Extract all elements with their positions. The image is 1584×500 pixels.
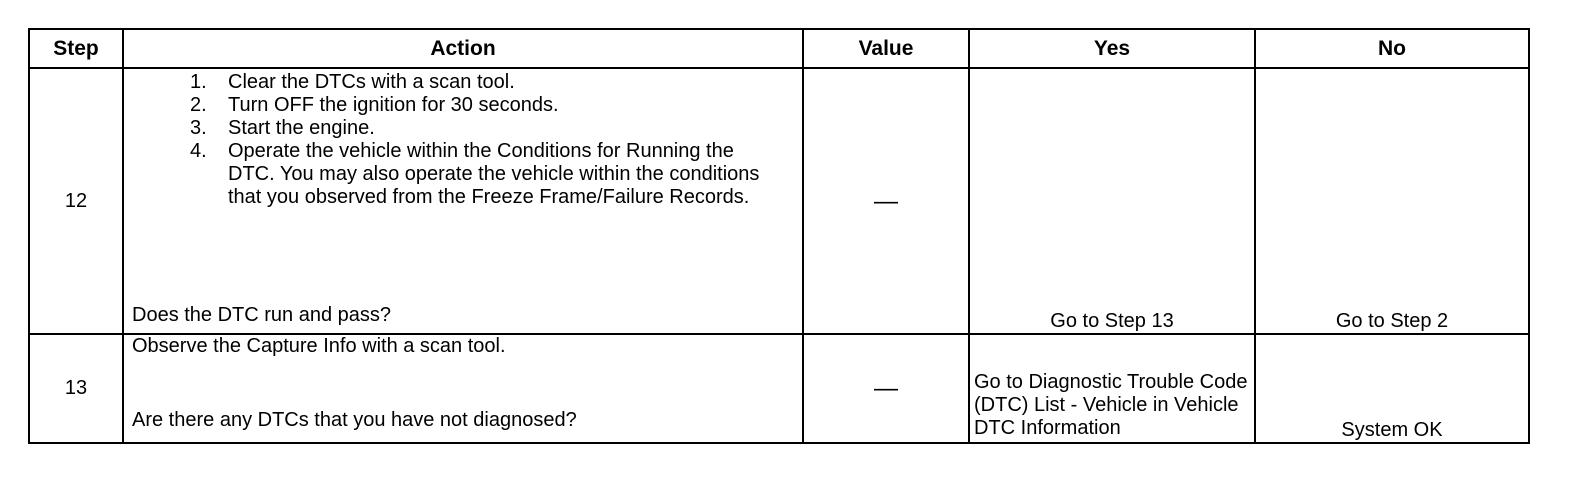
action-cell: [123, 334, 803, 443]
table-row: [29, 334, 1529, 443]
header-action: Action: [123, 29, 803, 68]
no-cell: System OK: [1255, 334, 1529, 443]
action-cell: [123, 68, 803, 334]
list-item: 2. Turn OFF the ignition for 30 seconds.: [190, 94, 559, 116]
header-yes: Yes: [969, 29, 1255, 68]
action-text: Observe the Capture Info with a scan tool.: [132, 335, 506, 357]
value-cell: —: [803, 334, 969, 443]
list-item: 3. Start the engine.: [190, 117, 375, 139]
list-item: 4. Operate the vehicle within the Conditions for Running the DTC. You may also operate the vehicle within the conditions that you observed from the Freeze Frame/Failure Records.: [190, 140, 760, 208]
diagnostic-table: [28, 28, 1530, 444]
yes-cell: Go to Step 13: [969, 68, 1255, 334]
header-value: Value: [803, 29, 969, 68]
action-question: Are there any DTCs that you have not diagnosed?: [132, 409, 577, 431]
action-step-list: [128, 69, 798, 209]
header-step: Step: [29, 29, 123, 68]
step-number: 13: [29, 334, 123, 443]
list-item: 1. Clear the DTCs with a scan tool.: [190, 71, 515, 93]
no-cell: Go to Step 2: [1255, 68, 1529, 334]
step-number: 12: [29, 68, 123, 334]
value-cell: —: [803, 68, 969, 334]
header-row: [29, 29, 1529, 68]
header-no: No: [1255, 29, 1529, 68]
table-row: [29, 68, 1529, 334]
yes-cell: Go to Diagnostic Trouble Code (DTC) List - Vehicle in Vehicle DTC Information: [969, 334, 1255, 443]
action-question: Does the DTC run and pass?: [132, 304, 392, 326]
